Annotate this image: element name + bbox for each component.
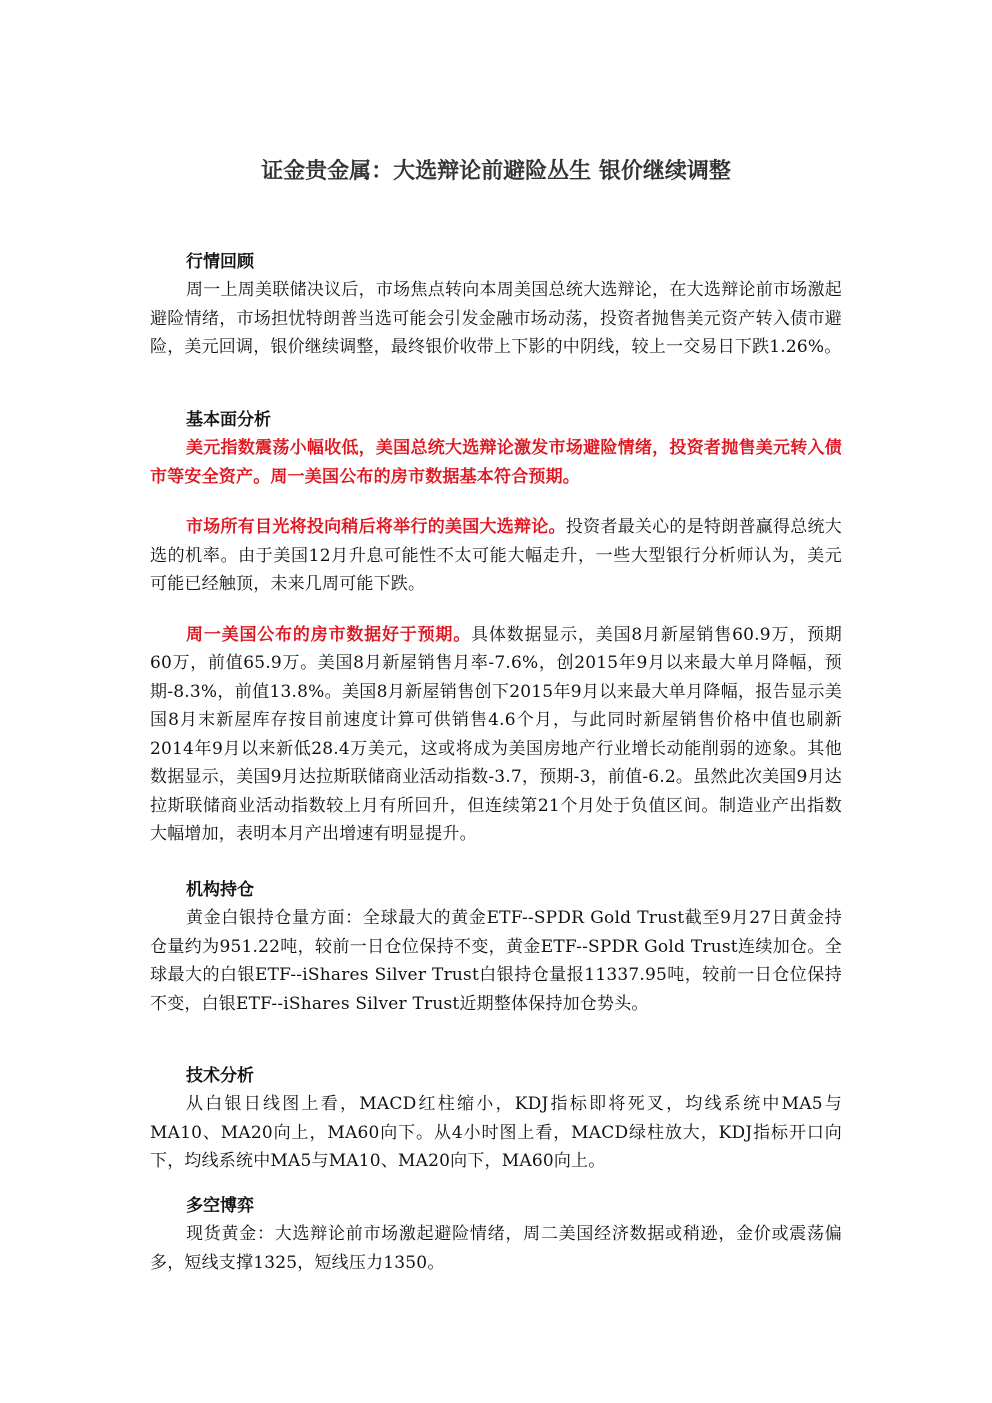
- fundamental-paragraph-2: [150, 513, 842, 599]
- section-heading-review: 行情回顾: [186, 252, 254, 272]
- fundamental-highlight-2: 市场所有目光将投向稍后将举行的美国大选辩论。: [186, 517, 566, 537]
- section-game: [150, 1192, 842, 1277]
- fundamental-highlight-3: 周一美国公布的房市数据好于预期。: [186, 624, 472, 645]
- section-heading-game: 多空博弈: [186, 1196, 254, 1216]
- section-heading-positions: 机构持仓: [186, 880, 254, 900]
- review-paragraph: 周一上周美联储决议后，市场焦点转向本周美国总统大选辩论，在大选辩论前市场激起避险情绪，市场担忧特朗普当选可能会引发金融市场动荡，投资者抛售美元资产转入债市避险，美元回调，银价继续调整，最终银价收带上下影的中阴线，较上一交易日下跌1.26%。: [150, 280, 842, 357]
- positions-paragraph: 黄金白银持仓量方面：全球最大的黄金ETF--SPDR Gold Trust截至9月27日黄金持仓量约为951.22吨，较前一日仓位保持不变，黄金ETF--SPDR Gold Trust连续加仓。全球最大的白银ETF--iShares Silver Trust白银持仓量报11337.95吨，较前一日仓位保持不变，白银ETF--iShares Silver Trust近期整体保持加仓势头。: [150, 908, 842, 1014]
- page-title: 证金贵金属：大选辩论前避险丛生 银价继续调整: [261, 159, 731, 184]
- fundamental-paragraph-3: [150, 621, 842, 849]
- fundamental-text-3: 具体数据显示，美国8月新屋销售60.9万，预期60万，前值65.9万。美国8月新屋销售月率-7.6%，创2015年9月以来最大单月降幅，预期-8.3%，前值13.8%。美国8月新屋销售创下2015年9月以来最大单月降幅，报告显示美国8月末新屋库存按目前速度计算可供销售4.6个月，与此同时新屋销售价格中值也刷新2014年9月以来新低28.4万美元，这或将成为美国房地产行业增长动能削弱的迹象。其他数据显示，美国9月达拉斯联储商业活动指数-3.7，预期-3，前值-6.2。虽然此次美国9月达拉斯联储商业活动指数较上月有所回升，但连续第21个月处于负值区间。制造业产出指数大幅增加，表明本月产出增速有明显提升。: [150, 624, 842, 844]
- section-positions: [150, 876, 842, 1018]
- section-review: [150, 248, 842, 362]
- game-paragraph: 现货黄金：大选辩论前市场激起避险情绪，周二美国经济数据或稍逊，金价或震荡偏多，短线支撑1325，短线压力1350。: [150, 1224, 842, 1273]
- fundamental-summary: 美元指数震荡小幅收低，美国总统大选辩论激发市场避险情绪，投资者抛售美元转入债市等安全资产。周一美国公布的房市数据基本符合预期。: [150, 438, 842, 487]
- section-heading-technical: 技术分析: [186, 1066, 254, 1086]
- section-technical: [150, 1062, 842, 1176]
- fundamental-text-2: 投资者最关心的是特朗普赢得总统大选的机率。由于美国12月升息可能性不太可能大幅走升，一些大型银行分析师认为，美元可能已经触顶，未来几周可能下跌。: [150, 517, 842, 594]
- technical-paragraph: 从白银日线图上看，MACD红柱缩小，KDJ指标即将死叉，均线系统中MA5与MA10、MA20向上，MA60向下。从4小时图上看，MACD绿柱放大，KDJ指标开口向下，均线系统中MA5与MA10、MA20向下，MA60向上。: [150, 1094, 842, 1171]
- section-heading-fundamental: 基本面分析: [186, 410, 271, 430]
- section-fundamental: [150, 406, 842, 849]
